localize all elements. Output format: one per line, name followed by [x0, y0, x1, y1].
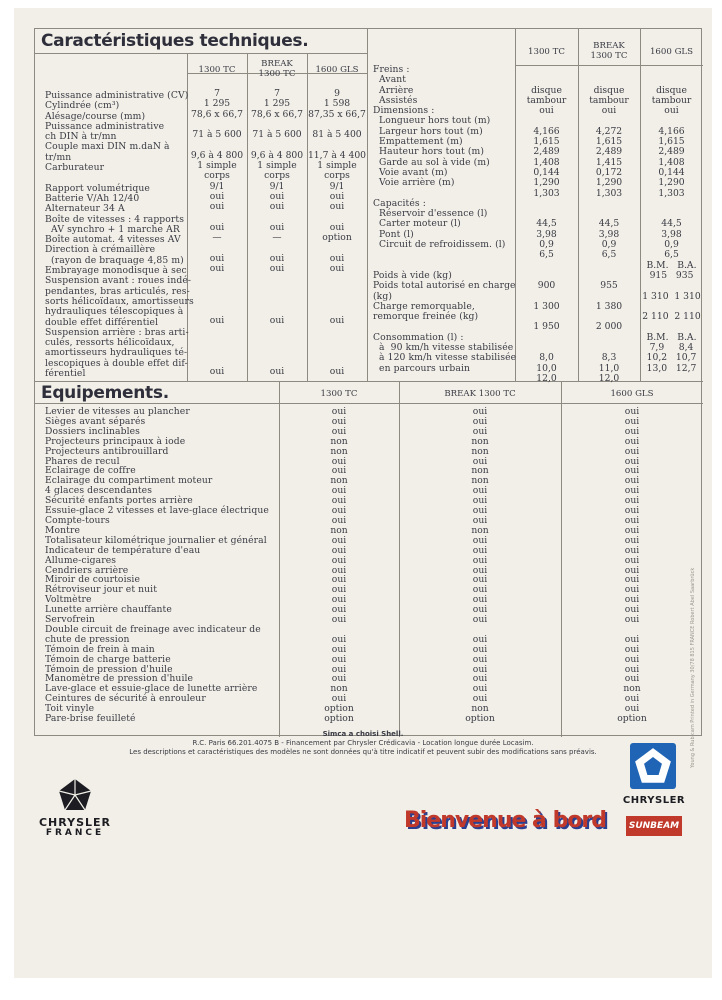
equip-values-1600gls: oui oui oui oui oui oui oui oui oui oui oui oui oui oui oui oui oui oui oui oui oui oui oui oui oui oui oui non oui oui option — [617, 406, 647, 725]
spec-left-labels: Puissance administrative (CV) Cylindrée (cm³) Alésage/course (mm) Puissance administrative ch DIN à tr/mn Couple maxi DIN m.daN à tr/mn Carburateur Rapport volumétrique Batterie V/Ah 12/40 Alternateur 34 A Boîte de vitesses : 4 rapports AV synchro + 1 marche AR Boîte automat. 4 vitesses AV Direction à crémaillère (rayon de braquage 4,85 m) Embrayage monodisque à sec Suspension avant : roues indé- pendantes, bras articulés, res- sorts hélicoïdaux, amortisseurs hydrauliques télescopiques à double effet différentiel Suspension arrière : bras arti- culés, ressorts hélicoïdaux, amortisseurs hydrauliques té- lescopiques à double effet dif- férentiel — [45, 90, 194, 380]
sunbeam-logo: SUNBEAM — [626, 816, 682, 836]
slogan-bienvenue-a-bord: Bienvenue à bord — [404, 808, 607, 833]
brochure-page — [14, 8, 712, 978]
footer-rc: R.C. Paris 66.201.4075 B - Financement par Chrysler Crédicavia - Location longue durée Locasim. — [192, 739, 534, 747]
equip-col-break: BREAK 1300 TC — [444, 389, 516, 399]
spec-left-values-1600gls: 9 1 598 87,35 x 66,7 81 à 5 400 11,7 à 4 400 1 simple corps 9/1 oui oui oui option oui oui oui oui — [307, 88, 367, 378]
spec-col-1600gls-right: 1600 GLS — [649, 47, 694, 57]
equip-values-break: oui oui oui non non oui non non oui oui oui oui non oui oui oui oui oui oui oui oui oui oui oui oui oui oui oui oui non option — [465, 406, 495, 725]
spec-right-values-break: disque tambour oui 4,272 1,615 2,489 1,415 0,172 1,290 1,303 44,5 3,98 0,9 6,5 955 1 380 2 000 8,3 11,0 12,0 — [589, 84, 629, 384]
chrysler-france-wordmark-2: FRANCE — [45, 828, 105, 838]
spec-left-values-1300tc: 7 1 295 78,6 x 66,7 71 à 5 600 9,6 à 4 800 1 simple corps 9/1 oui oui oui — oui oui oui oui — [190, 88, 244, 378]
spec-col-1300tc-right: 1300 TC — [528, 47, 565, 57]
chrysler-badge-wordmark: CHRYSLER — [622, 795, 686, 806]
chrysler-france-wordmark-1: CHRYSLER — [38, 816, 112, 829]
chrysler-badge — [622, 743, 686, 813]
chrysler-france-logo — [30, 778, 120, 838]
equip-values-1300tc: oui oui oui non non oui oui non oui oui oui oui non oui oui oui oui oui oui oui oui oui oui oui oui oui oui non oui option option — [324, 406, 354, 725]
spec-right-values-1300tc: disque tambour oui 4,166 1,615 2,489 1,408 0,144 1,290 1,303 44,5 3,98 0,9 6,5 900 1 300 1 950 8,0 10,0 12,0 — [526, 84, 567, 384]
equip-col-1600gls: 1600 GLS — [610, 389, 654, 399]
pentastar-icon — [58, 778, 92, 812]
spec-sheet — [34, 28, 702, 736]
spec-col-break-right: BREAK 1300 TC — [590, 41, 628, 61]
spec-col-1600gls: 1600 GLS — [315, 65, 359, 75]
spec-col-break: BREAK 1300 TC — [258, 59, 296, 79]
spec-title: Caractéristiques techniques. — [41, 31, 309, 51]
footer-shell: Simca a choisi Shell. — [322, 730, 404, 738]
spec-right-labels: Freins : Avant Arrière Assistés Dimensions : Longueur hors tout (m) Largeur hors tout (m) Empattement (m) Hauteur hors tout (m) Garde au sol à vide (m) Voie avant (m) Voie arrière (m) Capacités : Réservoir d'essence (l) Carter moteur (l) Pont (l) Circuit de refroidissem. (l) Poids à vide (kg) Poids total autorisé en charge (kg) Charge remorquable, remorque freinée (kg) Consommation (l) : à 90 km/h vitesse stabilisée à 120 km/h vitesse stabilisée en parcours urbain — [373, 64, 517, 374]
spec-left-values-break: 7 1 295 78,6 x 66,7 71 à 5 600 9,6 à 4 800 1 simple corps 9/1 oui oui oui — oui oui oui oui — [250, 88, 304, 378]
equip-col-1300tc: 1300 TC — [320, 389, 358, 399]
footer-disclaimer: Les descriptions et caractéristiques des modèles ne sont données qu'à titre indicatif et peuvent subir des modifications sans préavis. — [129, 748, 597, 756]
spec-right-values-1600gls: disque tambour oui 4,166 1,615 2,489 1,408 0,144 1,290 1,303 44,5 3,98 0,9 6,5 B.M. B.A. 915 935 1 310 1 310 2 110 2 110 B.M. B.A. 7,9 8,4 10,2 10,7 13,0 12,7 — [642, 84, 701, 374]
spec-col-1300tc: 1300 TC — [198, 65, 236, 75]
equip-labels: Levier de vitesses au plancher Sièges avant séparés Dossiers inclinables Projecteurs principaux à iode Projecteurs antibrouillard Phares de recul Eclairage de coffre Eclairage du compartiment moteur 4 glaces descendantes Sécurité enfants portes arrière Essuie-glace 2 vitesses et lave-glace électrique Compte-tours Montre Totalisateur kilométrique journalier et général Indicateur de température d'eau Allume-cigares Cendriers arrière Miroir de courtoisie Rétroviseur jour et nuit Voltmètre Lunette arrière chauffante Servofrein Double circuit de freinage avec indicateur de chute de pression Témoin de frein à main Témoin de charge batterie Témoin de pression d'huile Manomètre de pression d'huile Lave-glace et essuie-glace de lunette arrière Ceintures de sécurité à enrouleur Toit vinyle Pare-brise feuilleté — [45, 406, 269, 725]
pentastar-blue-icon — [634, 747, 672, 785]
equip-title: Equipements. — [41, 383, 169, 403]
side-print-credit: Young & Rubicam Printed in Germany 30/78 815 FRANCE Robert Abel Saarbrück — [690, 567, 696, 768]
